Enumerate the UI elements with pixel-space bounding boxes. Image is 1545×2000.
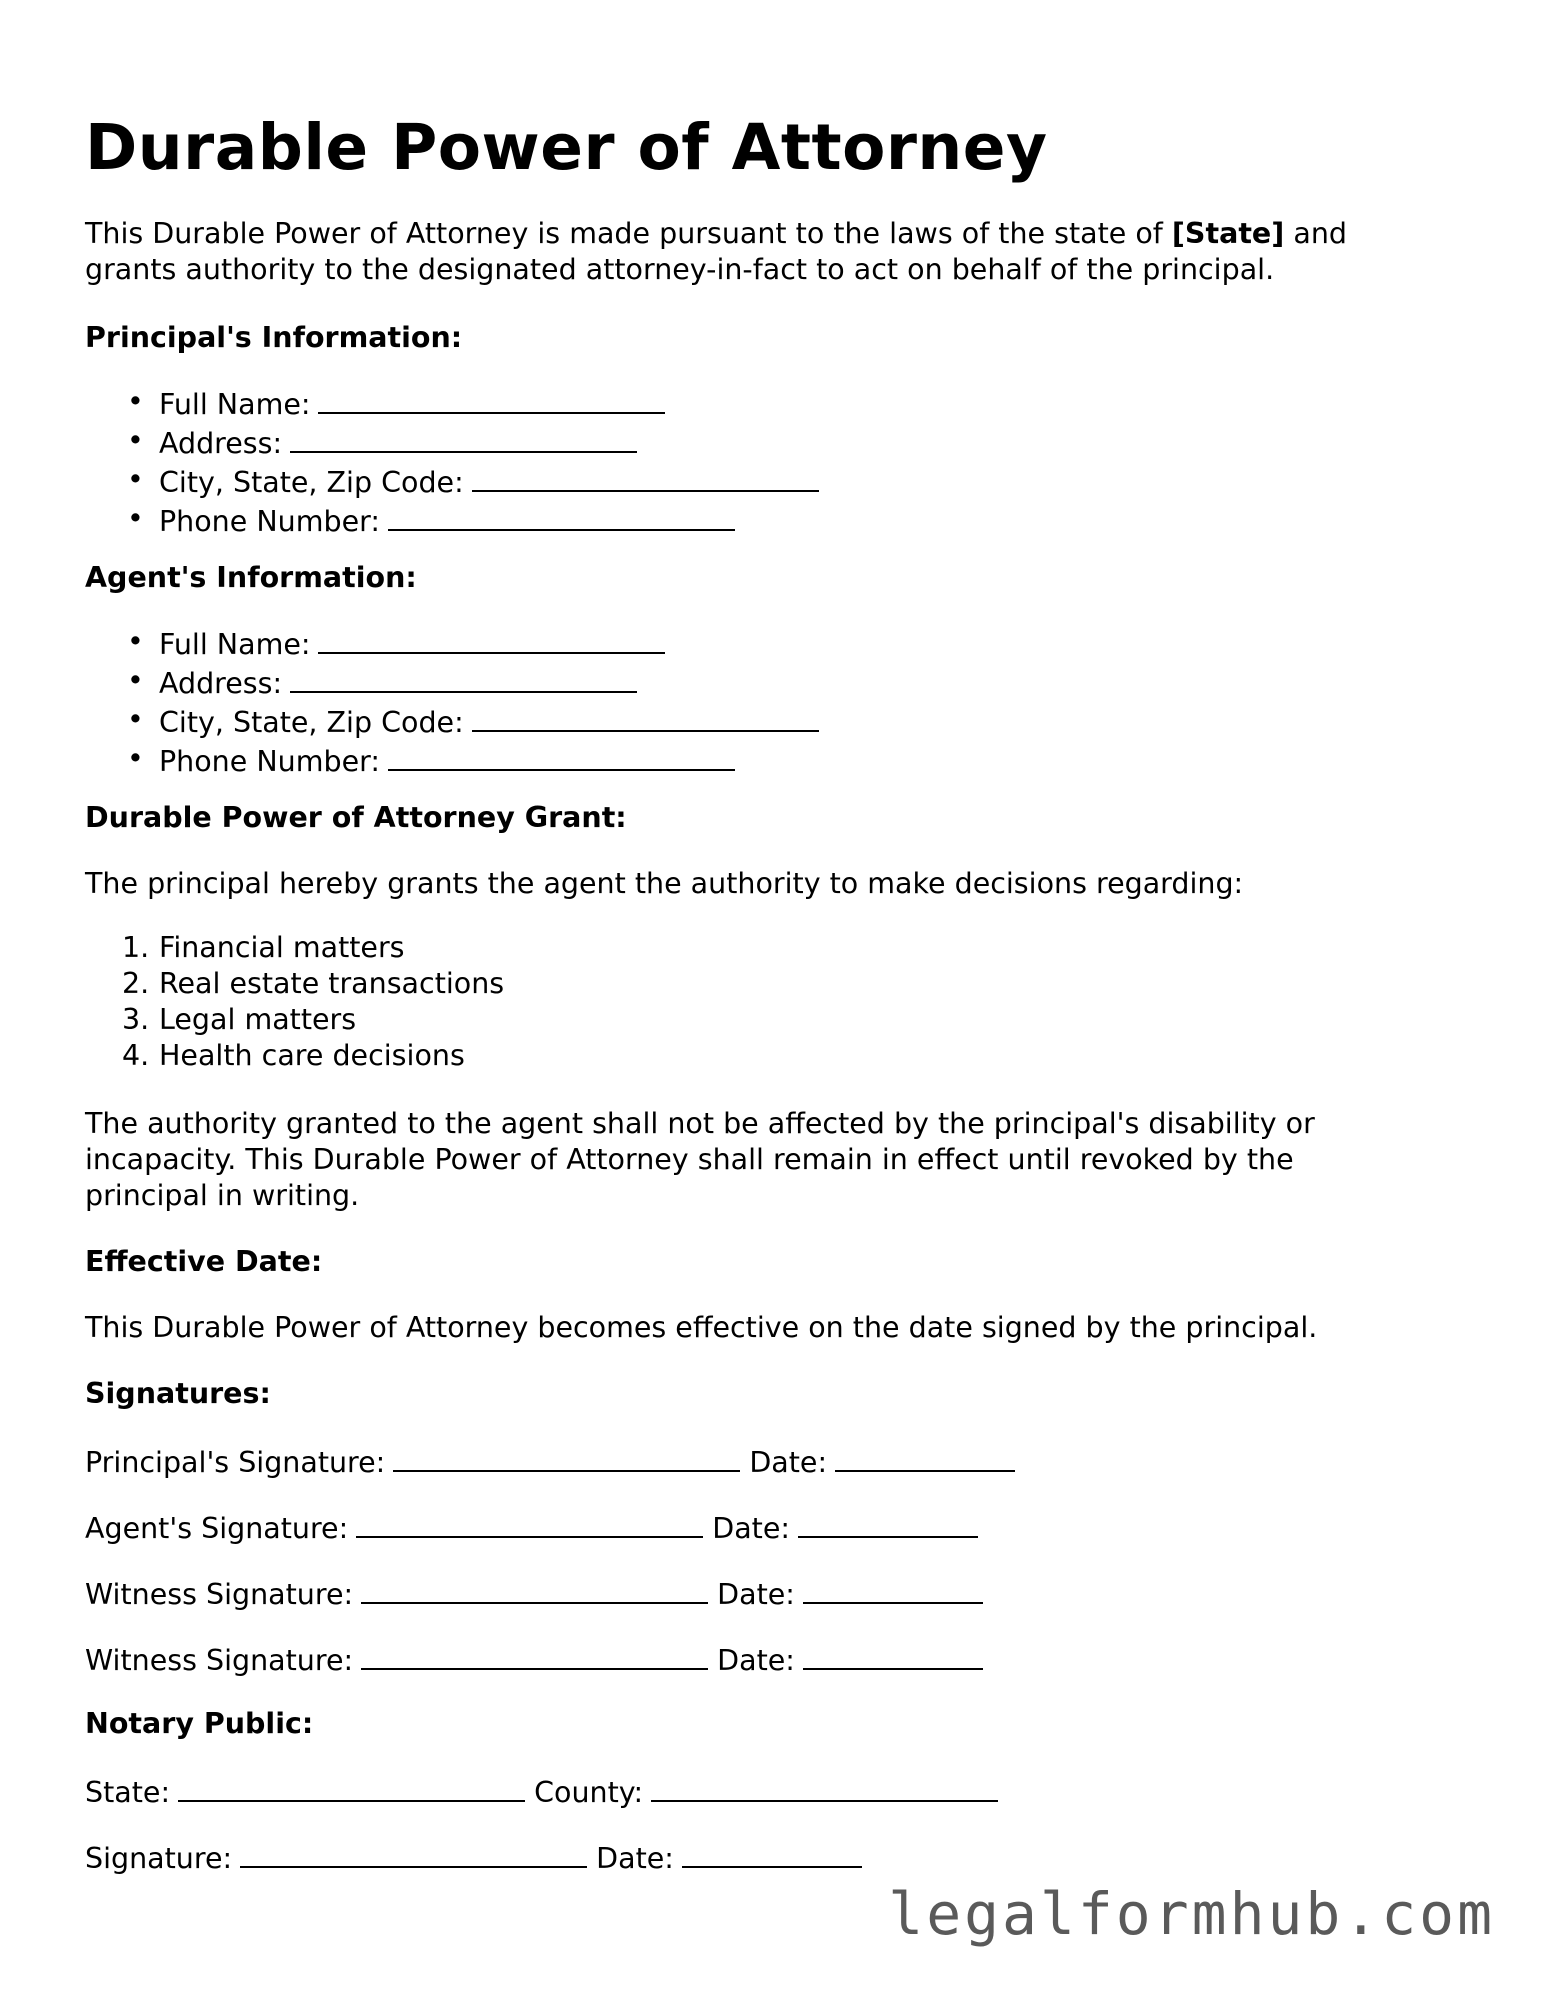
list-number: 1. (122, 931, 150, 964)
durability-line-2: incapacity. This Durable Power of Attorney shall remain in effect until revoked by the (85, 1143, 1294, 1176)
notary-county-blank[interactable] (651, 1772, 998, 1802)
document-title: Durable Power of Attorney (85, 111, 1048, 184)
notary-signature-blank[interactable] (240, 1838, 587, 1868)
signatures-heading: Signatures: (85, 1377, 271, 1410)
field-label: Phone Number: (159, 505, 380, 538)
grant-item-legal (85, 1002, 504, 1038)
principal-signature-blank[interactable] (393, 1442, 740, 1472)
intro-text-before: This Durable Power of Attorney is made pursuant to the laws of the state of (85, 217, 1172, 250)
agent-heading: Agent's Information: (85, 561, 417, 594)
date-label: Date: (749, 1446, 828, 1479)
signature-label: Principal's Signature: (85, 1446, 386, 1479)
principal-heading: Principal's Information: (85, 321, 463, 354)
signature-label: Witness Signature: (85, 1644, 354, 1677)
state-placeholder: [State] (1171, 217, 1285, 250)
witness-2-signature-row (85, 1640, 983, 1679)
agent-full-name-item (85, 624, 819, 663)
notary-heading: Notary Public: (85, 1707, 314, 1740)
notary-date-label: Date: (596, 1842, 674, 1875)
intro-line-1 (85, 216, 1347, 252)
field-label: Address: (159, 667, 283, 700)
principal-phone-item (85, 501, 819, 540)
agent-address-item (85, 663, 819, 702)
notary-signature-label: Signature: (85, 1842, 233, 1875)
notary-date-blank[interactable] (682, 1838, 862, 1868)
durability-line-1: The authority granted to the agent shall not be affected by the principal's disability or (85, 1107, 1315, 1140)
principal-address-blank[interactable] (290, 423, 637, 453)
grant-item-health-care (85, 1038, 504, 1074)
grant-item-financial (85, 930, 504, 966)
witness-1-date-blank[interactable] (803, 1574, 983, 1604)
notary-state-county-row (85, 1772, 998, 1811)
durability-paragraph (85, 1106, 1315, 1214)
effective-date-text: This Durable Power of Attorney becomes effective on the date signed by the principal. (85, 1311, 1318, 1344)
field-label: Full Name: (159, 388, 311, 421)
agent-phone-item (85, 741, 819, 780)
witness-2-date-blank[interactable] (803, 1640, 983, 1670)
list-item-label: Legal matters (159, 1003, 357, 1036)
notary-signature-row (85, 1838, 862, 1877)
principal-fields-list (85, 384, 819, 540)
agent-city-state-zip-item (85, 702, 819, 741)
intro-paragraph (85, 216, 1347, 288)
agent-address-blank[interactable] (290, 663, 637, 693)
principal-full-name-blank[interactable] (318, 384, 665, 414)
date-label: Date: (712, 1512, 790, 1545)
agent-full-name-blank[interactable] (318, 624, 665, 654)
list-number: 2. (122, 967, 150, 1000)
intro-line-2: grants authority to the designated attorney-in-fact to act on behalf of the principal. (85, 253, 1275, 286)
witness-1-signature-blank[interactable] (361, 1574, 708, 1604)
field-label: Phone Number: (159, 745, 380, 778)
agent-date-blank[interactable] (798, 1508, 978, 1538)
intro-text-after: and (1284, 217, 1347, 250)
principal-address-item (85, 423, 819, 462)
effective-date-heading: Effective Date: (85, 1245, 323, 1278)
principal-full-name-item (85, 384, 819, 423)
agent-fields-list (85, 624, 819, 780)
grant-item-real-estate (85, 966, 504, 1002)
field-label: City, State, Zip Code: (159, 466, 464, 499)
agent-signature-blank[interactable] (356, 1508, 703, 1538)
field-label: Full Name: (159, 628, 311, 661)
date-label: Date: (717, 1644, 795, 1677)
signature-label: Agent's Signature: (85, 1512, 349, 1545)
grant-heading: Durable Power of Attorney Grant: (85, 801, 627, 834)
principal-city-state-zip-blank[interactable] (472, 462, 819, 492)
watermark-logo: legalformhub.com (888, 1880, 1495, 1948)
list-item-label: Financial matters (159, 931, 405, 964)
grant-text: The principal hereby grants the agent the authority to make decisions regarding: (85, 867, 1244, 900)
principal-date-blank[interactable] (835, 1442, 1015, 1472)
signature-label: Witness Signature: (85, 1578, 354, 1611)
principal-phone-blank[interactable] (388, 501, 735, 531)
agent-phone-blank[interactable] (388, 741, 735, 771)
list-number: 4. (122, 1039, 150, 1072)
date-label: Date: (717, 1578, 795, 1611)
grant-powers-list (85, 930, 504, 1074)
list-item-label: Health care decisions (159, 1039, 465, 1072)
witness-1-signature-row (85, 1574, 983, 1613)
list-number: 3. (122, 1003, 150, 1036)
principal-city-state-zip-item (85, 462, 819, 501)
notary-state-blank[interactable] (178, 1772, 525, 1802)
durability-line-3: principal in writing. (85, 1179, 360, 1212)
list-item-label: Real estate transactions (159, 967, 505, 1000)
field-label: Address: (159, 427, 283, 460)
notary-county-label: County: (534, 1776, 644, 1809)
field-label: City, State, Zip Code: (159, 706, 464, 739)
witness-2-signature-blank[interactable] (361, 1640, 708, 1670)
agent-city-state-zip-blank[interactable] (472, 702, 819, 732)
agent-signature-row (85, 1508, 978, 1547)
principal-signature-row (85, 1442, 1015, 1481)
notary-state-label: State: (85, 1776, 171, 1809)
